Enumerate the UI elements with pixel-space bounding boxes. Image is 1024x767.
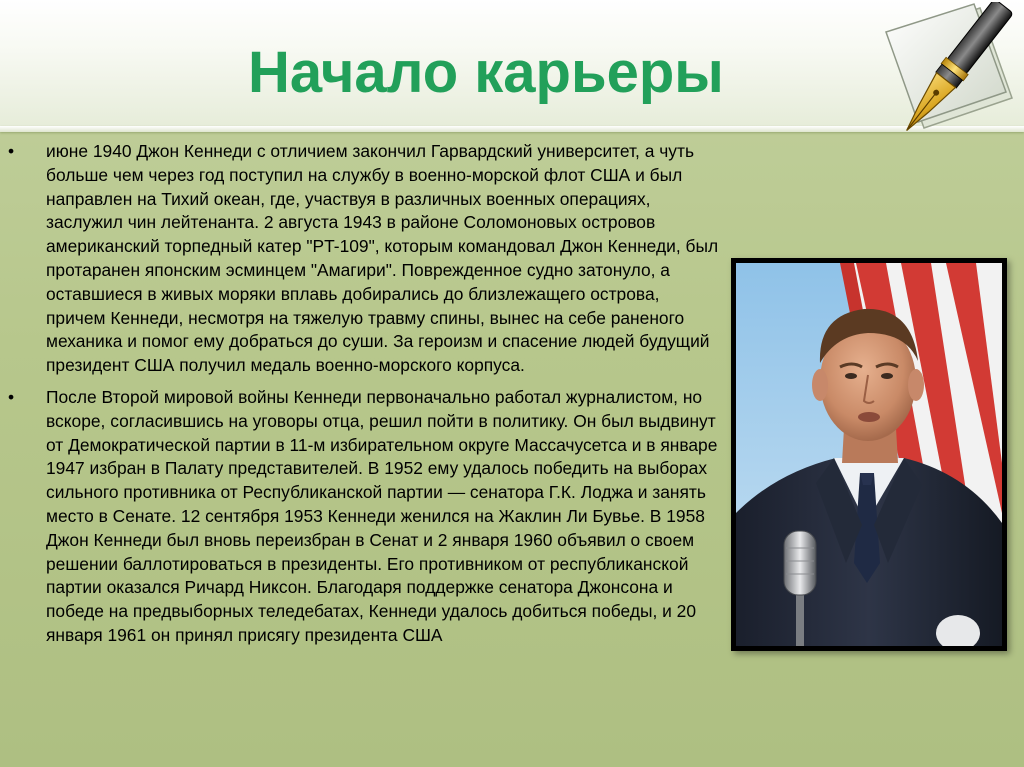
portrait-photo-frame: [731, 258, 1007, 651]
fountain-pen-icon: [862, 2, 1022, 162]
bullet-text: После Второй мировой войны Кеннеди первоначально работал журналистом, но вскоре, согласившись на уговоры отца, решил пойти в политику. Он был выдвинут от Демократической партии в 11-м избирательном округе Массачусетса и в январе 1947 избран в Палату представителей. В 1952 ему удалось победить на выборах сильного противника от Республиканской партии — сенатора Г.К. Лоджа и занять место в Сенате. 12 сентября 1953 Кеннеди женился на Жаклин Ли Бувье. В 1958 Джон Кеннеди был вновь переизбран в Сенат и 2 января 1960 объявил о своем решении баллотироваться в президенты. Его противником от республиканской партии оказался Ричард Никсон. Благодаря поддержке сенатора Джонсона и победе на предвыборных теледебатах, Кеннеди удалось добиться победы, и 20 января 1961 он принял присягу президента США: [46, 386, 718, 645]
bullet-item-1: [8, 140, 720, 378]
bullet-item-2: [8, 386, 720, 648]
bullet-marker: •: [8, 141, 15, 161]
bullet-list: [8, 140, 720, 656]
slide-title: Начало карьеры: [248, 40, 724, 105]
bullet-text: июне 1940 Джон Кеннеди с отличием закончил Гарвардский университет, а чуть больше чем через год поступил на службу в военно-морской флот США и был направлен на Тихий океан, где, участвуя в различных военных операциях, заслужил чин лейтенанта. 2 августа 1943 в районе Соломоновых островов американский торпедный катер "PT-109", которым командовал Джон Кеннеди, был протаранен японским эсминцем "Амагири". Поврежденное судно затонуло, а оставшиеся в живых моряки вплавь добирались до близлежащего острова, причем Кеннеди, несмотря на тяжелую травму спины, вынес на себе раненого механика и помог ему добраться до суши. За героизм и спасение людей будущий президент США получил медаль военно-морского корпуса.: [46, 141, 719, 376]
portrait-photo: [736, 263, 1002, 646]
bullet-marker: •: [8, 386, 15, 407]
